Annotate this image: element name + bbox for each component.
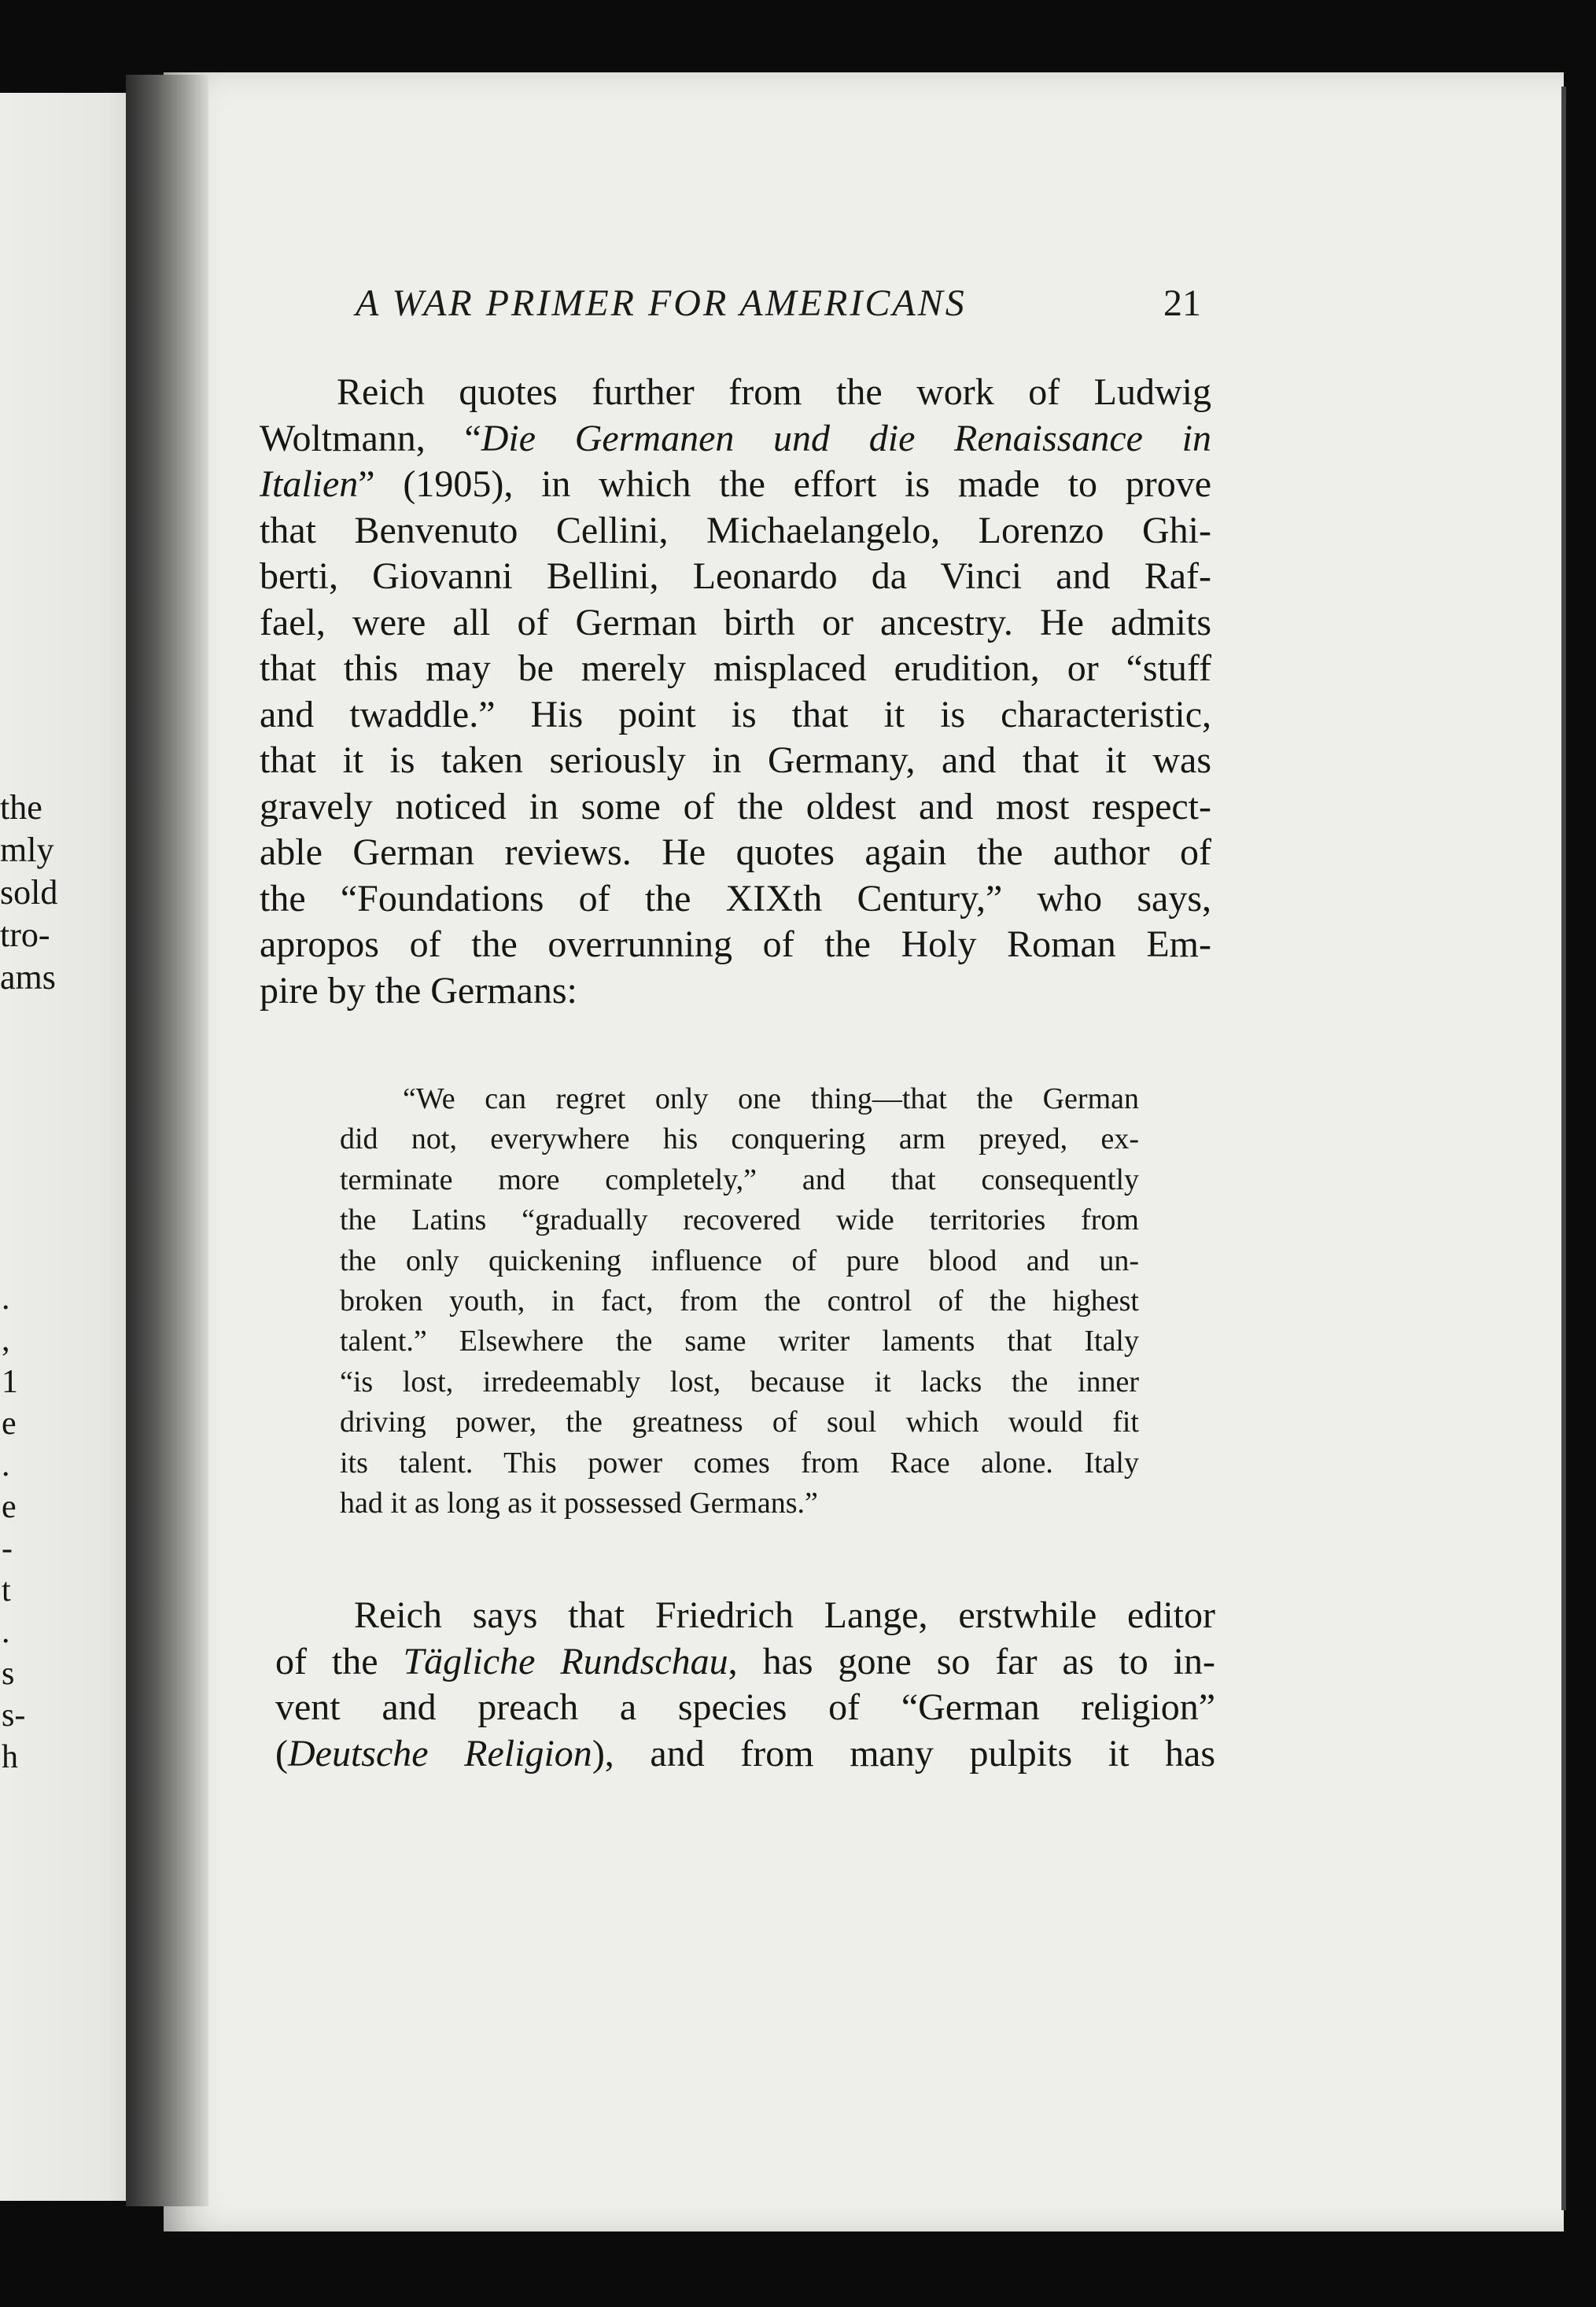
- text-line: that Benvenuto Cellini, Michaelangelo, Lorenzo Ghi-: [260, 509, 1211, 551]
- text-line: apropos of the overrunning of the Holy Roman Em-: [260, 923, 1211, 965]
- facing-mark: .: [2, 1447, 10, 1483]
- text-line: pire by the Germans:: [260, 969, 577, 1012]
- text-line: the “Foundations of the XIXth Century,” who says,: [260, 877, 1211, 919]
- text-line: Woltmann, “Die Germanen und die Renaissance in: [260, 417, 1211, 459]
- facing-line: sold: [0, 873, 58, 912]
- facing-mark: t: [2, 1572, 11, 1609]
- facing-mark: h: [2, 1739, 18, 1775]
- facing-page-marks: [2, 1278, 96, 1778]
- quote-line: its talent. This power comes from Race alone. Italy: [340, 1446, 1139, 1480]
- quote-line: driving power, the greatness of soul which would fit: [340, 1406, 1139, 1439]
- facing-mark: e: [2, 1406, 17, 1442]
- text-line: Italien” (1905), in which the effort is made to prove: [260, 463, 1211, 505]
- facing-mark: .: [2, 1614, 10, 1650]
- text-line: fael, were all of German birth or ancestry. He admits: [260, 601, 1211, 643]
- quote-line: broken youth, in fact, from the control of the highest: [340, 1284, 1139, 1317]
- text-line: Reich quotes further from the work of Ludwig: [337, 371, 1211, 413]
- facing-mark: s: [2, 1656, 15, 1692]
- facing-line: the: [0, 788, 42, 827]
- text-line: able German reviews. He quotes again the author of: [260, 831, 1211, 873]
- text-line: (Deutsche Religion), and from many pulpits it has: [275, 1732, 1215, 1774]
- text-line: gravely noticed in some of the oldest and most respect-: [260, 785, 1211, 827]
- facing-mark: .: [2, 1281, 10, 1317]
- facing-mark: 1: [2, 1364, 18, 1400]
- text-line: that it is taken seriously in Germany, and that it was: [260, 739, 1211, 781]
- facing-line: tro-: [0, 916, 50, 954]
- facing-mark: ,: [2, 1322, 10, 1358]
- quote-line: did not, everywhere his conquering arm preyed, ex-: [340, 1122, 1139, 1156]
- block-quote: [340, 1079, 1139, 1524]
- quote-line: “is lost, irredeemably lost, because it lacks the inner: [340, 1365, 1139, 1399]
- text-line: vent and preach a species of “German religion”: [275, 1686, 1215, 1728]
- quote-line: had it as long as it possessed Germans.”: [340, 1486, 818, 1520]
- facing-line: mly: [0, 831, 54, 869]
- text-line: of the Tägliche Rundschau, has gone so far as to in-: [275, 1640, 1215, 1682]
- quote-line: talent.” Elsewhere the same writer laments that Italy: [340, 1325, 1139, 1358]
- quote-line: the Latins “gradually recovered wide territories from: [340, 1203, 1139, 1237]
- text-line: Reich says that Friedrich Lange, erstwhile editor: [354, 1594, 1215, 1636]
- facing-mark: -: [2, 1531, 13, 1567]
- paragraph-2: [275, 1593, 1215, 1777]
- paragraph-1: [260, 370, 1211, 1014]
- facing-mark: s-: [2, 1697, 26, 1734]
- text-line: berti, Giovanni Bellini, Leonardo da Vinci and Raf-: [260, 555, 1211, 597]
- text-line: that this may be merely misplaced erudition, or “stuff: [260, 647, 1211, 689]
- facing-page-text-top: [0, 787, 94, 999]
- facing-line: ams: [0, 958, 56, 997]
- page-edge: [1561, 87, 1566, 2210]
- quote-line: terminate more completely,” and that consequently: [340, 1163, 1139, 1196]
- binding-shadow: [126, 75, 208, 2206]
- running-title: A WAR PRIMER FOR AMERICANS: [356, 282, 967, 324]
- facing-mark: e: [2, 1489, 17, 1525]
- quote-line: the only quickening influence of pure blood and un-: [340, 1244, 1139, 1277]
- running-header: [356, 282, 1201, 332]
- quote-line: “We can regret only one thing—that the German: [403, 1082, 1139, 1115]
- page-number: 21: [1163, 282, 1201, 324]
- text-line: and twaddle.” His point is that it is characteristic,: [260, 693, 1211, 735]
